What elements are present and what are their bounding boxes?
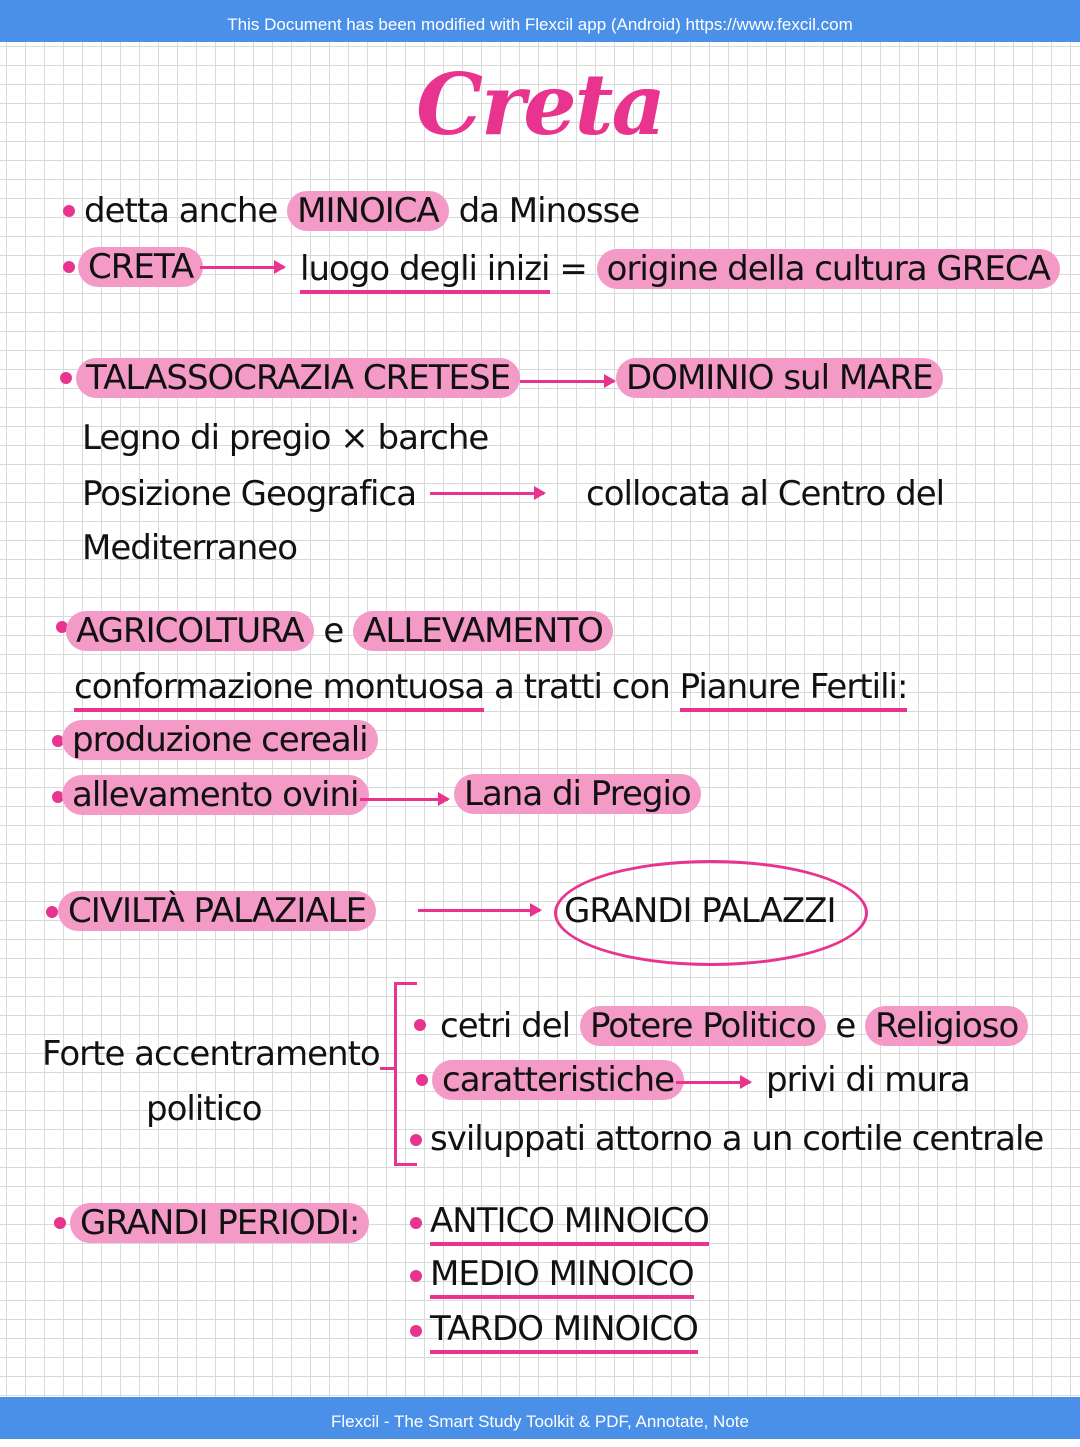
line-privi: privi di mura — [766, 1060, 970, 1100]
line-legno: Legno di pregio × barche — [82, 418, 489, 458]
line-luogo — [300, 247, 1060, 291]
highlight-potere: Potere Politico — [580, 1006, 826, 1046]
bottom-banner: Flexcil - The Smart Study Toolkit & PDF, Annotate, Note — [0, 1397, 1080, 1439]
line-produzione — [62, 718, 378, 762]
bullet-dot — [60, 372, 72, 384]
bullet-dot — [410, 1270, 422, 1282]
period-tardo — [430, 1307, 698, 1351]
underline-conformazione: conformazione montuosa — [74, 667, 484, 712]
line-posizione: Posizione Geografica — [82, 474, 417, 514]
bullet-dot — [410, 1217, 422, 1229]
line-allevamento-ovini — [62, 773, 369, 817]
highlight-creta: CRETA — [78, 247, 203, 287]
period-antico — [430, 1199, 709, 1243]
highlight-agricoltura: AGRICOLTURA — [66, 611, 314, 651]
line-collocata: collocata al Centro del — [586, 474, 945, 514]
highlight-allevamento-ovini: allevamento ovini — [62, 775, 369, 815]
highlight-talassocrazia: TALASSOCRAZIA CRETESE — [76, 358, 520, 398]
line-dominio — [616, 356, 943, 400]
highlight-lana: Lana di Pregio — [454, 774, 701, 814]
arrow-icon — [676, 1081, 750, 1084]
highlight-religioso: Religioso — [865, 1006, 1028, 1046]
line-sviluppati: sviluppati attorno a un cortile centrale — [430, 1119, 1044, 1159]
highlight-civilta: CIVILTÀ PALAZIALE — [58, 891, 376, 931]
arrow-icon — [418, 909, 540, 912]
highlight-origine: origine della cultura GRECA — [597, 249, 1060, 289]
line-conformazione — [74, 665, 907, 709]
line-detta-anche — [84, 189, 639, 233]
line-lana — [454, 772, 701, 816]
line-grandi-periodi — [70, 1201, 369, 1245]
underline-pianure: Pianure Fertili: — [680, 667, 908, 712]
line-caratteristiche — [432, 1058, 684, 1102]
arrow-icon — [200, 266, 284, 269]
bullet-dot — [46, 906, 58, 918]
highlight-caratteristiche: caratteristiche — [432, 1060, 684, 1100]
line-civilta — [58, 889, 376, 933]
text: da Minosse — [458, 191, 640, 231]
line-cetri — [440, 1004, 1028, 1048]
line-grandi-palazzi: GRANDI PALAZZI — [564, 891, 836, 931]
line-mediterraneo: Mediterraneo — [82, 528, 297, 568]
line-creta-highlight — [78, 245, 203, 289]
bullet-dot — [410, 1325, 422, 1337]
bullet-dot — [416, 1074, 428, 1086]
line-agricoltura — [66, 609, 613, 653]
text: detta anche — [84, 191, 278, 231]
highlight-allevamento: ALLEVAMENTO — [353, 611, 613, 651]
left-forte: Forte accentramento — [42, 1034, 380, 1074]
underline-period: TARDO MINOICO — [430, 1309, 698, 1354]
underline-period: MEDIO MINOICO — [430, 1254, 694, 1299]
highlight-grandi-periodi: GRANDI PERIODI: — [70, 1203, 369, 1243]
bullet-dot — [54, 1217, 66, 1229]
line-talassocrazia — [76, 356, 520, 400]
highlight-dominio: DOMINIO sul MARE — [616, 358, 943, 398]
arrow-icon — [360, 798, 448, 801]
text: e — [835, 1006, 856, 1046]
highlight-produzione: produzione cereali — [62, 720, 378, 760]
arrow-icon — [520, 380, 614, 383]
bullet-dot — [63, 205, 75, 217]
bullet-dot — [63, 261, 75, 273]
underline-luogo: luogo degli inizi — [300, 249, 550, 294]
underline-period: ANTICO MINOICO — [430, 1201, 709, 1246]
text: e — [323, 611, 344, 651]
equals: = — [559, 249, 587, 289]
left-politico: politico — [146, 1089, 262, 1129]
page-title: Creta — [416, 55, 664, 154]
arrow-icon — [430, 492, 544, 495]
top-banner: This Document has been modified with Flexcil app (Android) https://www.fexcil.com — [0, 0, 1080, 42]
text: cetri del — [440, 1006, 571, 1046]
period-medio — [430, 1252, 694, 1296]
text: a tratti con — [494, 667, 670, 707]
bullet-dot — [414, 1019, 426, 1031]
highlight-minoica: MINOICA — [287, 191, 449, 231]
bullet-dot — [410, 1134, 422, 1146]
